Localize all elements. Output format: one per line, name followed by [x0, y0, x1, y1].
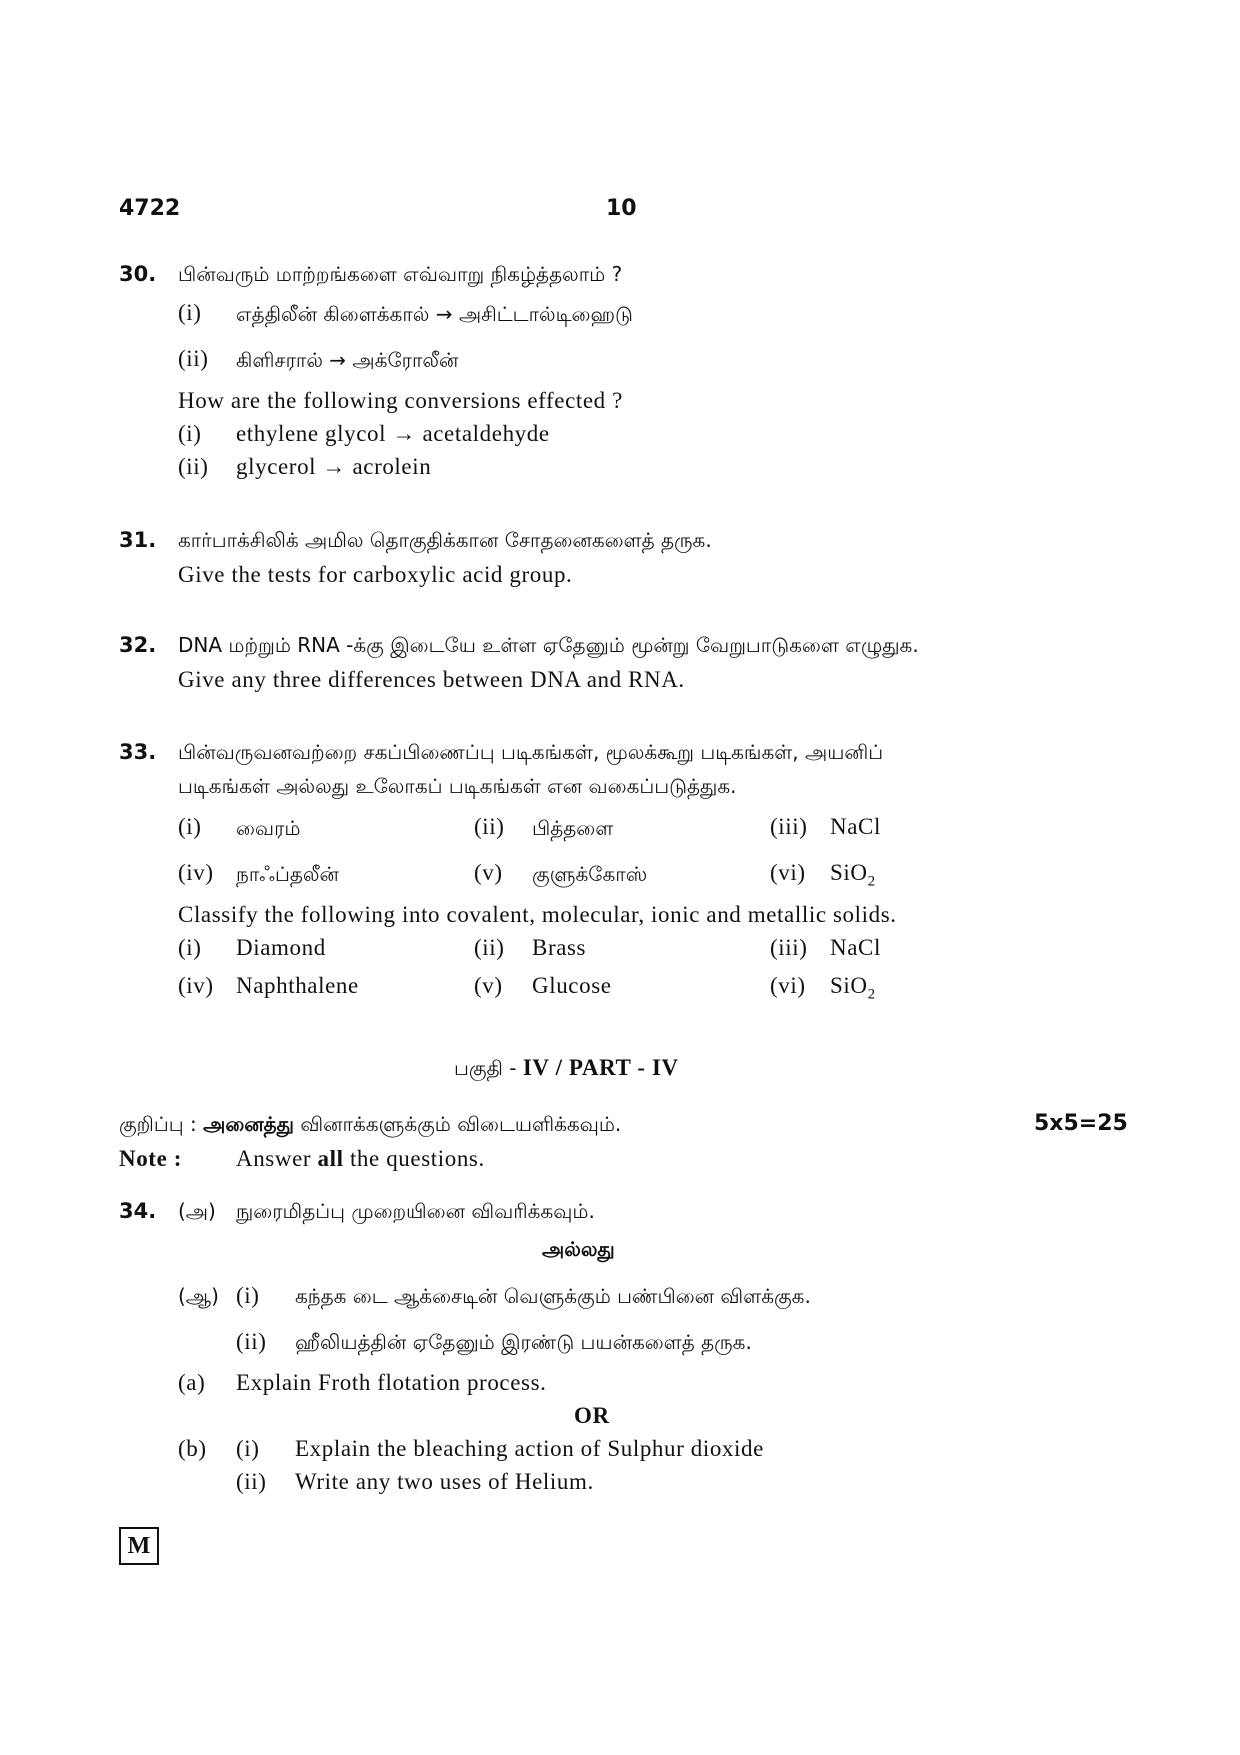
q33-ta-item-label: (i) [178, 814, 202, 839]
note-tamil-emphasis: அனைத்து [203, 1112, 295, 1136]
q30-ta-item-label: (i) [178, 300, 202, 325]
q30-english-question: How are the following conversions effected ? [178, 388, 623, 413]
q33-en-item-label: (vi) [770, 973, 806, 998]
question-number-33: 33. [119, 740, 157, 764]
formula-text: SiO [830, 973, 868, 998]
q33-ta-item-text: வைரம் [236, 816, 301, 840]
part-heading-tamil: பகுதி - [454, 1056, 523, 1080]
q34-ta-b-label: (ஆ) [178, 1284, 219, 1308]
note-tamil-rest: வினாக்களுக்கும் விடையளிக்கவும். [294, 1112, 622, 1136]
q33-ta-item-text: பித்தளை [532, 816, 614, 840]
q32-tamil-text: DNA மற்றும் RNA -க்கு இடையே உள்ள ஏதேனும் மூன்று வேறுபாடுகளை எழுதுக. [178, 633, 919, 657]
formula-text: SiO [830, 860, 868, 885]
q34-en-or: OR [574, 1403, 610, 1428]
q30-en-item-label: (i) [178, 421, 202, 446]
q33-ta-item-label: (v) [474, 860, 503, 885]
q33-en-item-text: Brass [532, 935, 587, 960]
q33-ta-item-label: (iv) [178, 860, 214, 885]
paper-code: 4722 [119, 196, 181, 221]
q33-ta-item-text: நாஃப்தலீன் [236, 862, 339, 886]
q34-ta-b-i-text: கந்தக டை ஆக்சைடின் வெளுக்கும் பண்பினை விளக்குக. [295, 1284, 811, 1308]
q34-ta-b-ii-text: ஹீலியத்தின் ஏதேனும் இரண்டு பயன்களைத் தருக. [295, 1330, 752, 1354]
q33-ta-item-label: (ii) [474, 814, 505, 839]
q34-ta-a-label: (அ) [178, 1199, 216, 1223]
q33-ta-item-text: NaCl [830, 814, 881, 839]
q34-ta-b-i-label: (i) [236, 1283, 260, 1308]
q33-en-item-label: (i) [178, 935, 202, 960]
q30-ta-item-text: கிளிசரால் → அக்ரோலீன் [236, 348, 459, 372]
q33-english-question: Classify the following into covalent, molecular, ionic and metallic solids. [178, 902, 897, 927]
q34-en-b-label: (b) [178, 1436, 207, 1461]
q34-en-b-ii-text: Write any two uses of Helium. [295, 1469, 594, 1494]
q34-ta-or: அல்லது [542, 1237, 615, 1261]
question-number-34: 34. [119, 1199, 157, 1223]
formula-subscript: 2 [867, 986, 876, 1003]
q30-ta-item-label: (ii) [178, 346, 209, 371]
q33-tamil-line-1: பின்வருவனவற்றை சகப்பிணைப்பு படிகங்கள், மூலக்கூறு படிகங்கள், அயனிப் [178, 740, 884, 764]
q33-en-item-text: Diamond [236, 935, 326, 960]
part-heading-english: PART - IV [568, 1055, 679, 1080]
q34-ta-a-text: நுரைமிதப்பு முறையினை விவரிக்கவும். [236, 1199, 595, 1223]
q33-ta-item-label: (vi) [770, 860, 806, 885]
note-english-pre: Answer [236, 1146, 318, 1171]
q34-en-b-ii-label: (ii) [236, 1469, 267, 1494]
q33-tamil-line-2: படிகங்கள் அல்லது உலோகப் படிகங்கள் என வகைப்படுத்துக. [178, 774, 737, 798]
question-number-32: 32. [119, 633, 157, 657]
note-english-label: Note : [119, 1146, 182, 1171]
q33-ta-item-formula [830, 860, 876, 891]
q32-english-text: Give any three differences between DNA and RNA. [178, 667, 685, 692]
question-number-30: 30. [119, 262, 157, 286]
q30-en-item-text: ethylene glycol → acetaldehyde [236, 421, 550, 446]
q33-en-item-text: NaCl [830, 935, 881, 960]
q33-en-item-label: (v) [474, 973, 503, 998]
part-heading-roman: IV [522, 1055, 550, 1080]
q33-en-item-formula [830, 973, 876, 1004]
part-heading [454, 1055, 679, 1083]
q33-en-item-text: Naphthalene [236, 973, 359, 998]
question-number-31: 31. [119, 528, 157, 552]
q34-en-b-i-text: Explain the bleaching action of Sulphur dioxide [295, 1436, 764, 1461]
q30-ta-item-text: எத்திலீன் கிளைக்கால் → அசிட்டால்டிஹைடு [236, 302, 633, 326]
q34-en-b-i-label: (i) [236, 1436, 260, 1461]
q34-en-a-label: (a) [178, 1370, 206, 1395]
q33-en-item-label: (ii) [474, 935, 505, 960]
q34-en-a-text: Explain Froth flotation process. [236, 1370, 547, 1395]
note-tamil-label: குறிப்பு : [119, 1112, 204, 1136]
formula-subscript: 2 [867, 873, 876, 890]
page-number: 10 [606, 196, 637, 221]
note-tamil [119, 1112, 621, 1139]
q34-ta-b-ii-label: (ii) [236, 1329, 267, 1354]
q30-en-item-label: (ii) [178, 454, 209, 479]
marks-allocation: 5x5=25 [1034, 1111, 1128, 1136]
medium-mark-box: M [119, 1527, 159, 1565]
q33-en-item-label: (iii) [770, 935, 808, 960]
q33-en-item-label: (iv) [178, 973, 214, 998]
q33-ta-item-text: குளுக்கோஸ் [532, 862, 648, 886]
q31-english-text: Give the tests for carboxylic acid group. [178, 562, 573, 587]
note-english-emphasis: all [317, 1146, 344, 1171]
q31-tamil-text: கார்பாக்சிலிக் அமில தொகுதிக்கான சோதனைகளைத் தருக. [178, 528, 712, 552]
q33-ta-item-label: (iii) [770, 814, 808, 839]
note-english-text [236, 1146, 485, 1172]
q30-en-item-text: glycerol → acrolein [236, 454, 432, 479]
q30-tamil-question: பின்வரும் மாற்றங்களை எவ்வாறு நிகழ்த்தலாம் ? [178, 262, 623, 286]
part-heading-separator: / [549, 1055, 569, 1080]
note-english-post: the questions. [343, 1146, 485, 1171]
q33-en-item-text: Glucose [532, 973, 612, 998]
